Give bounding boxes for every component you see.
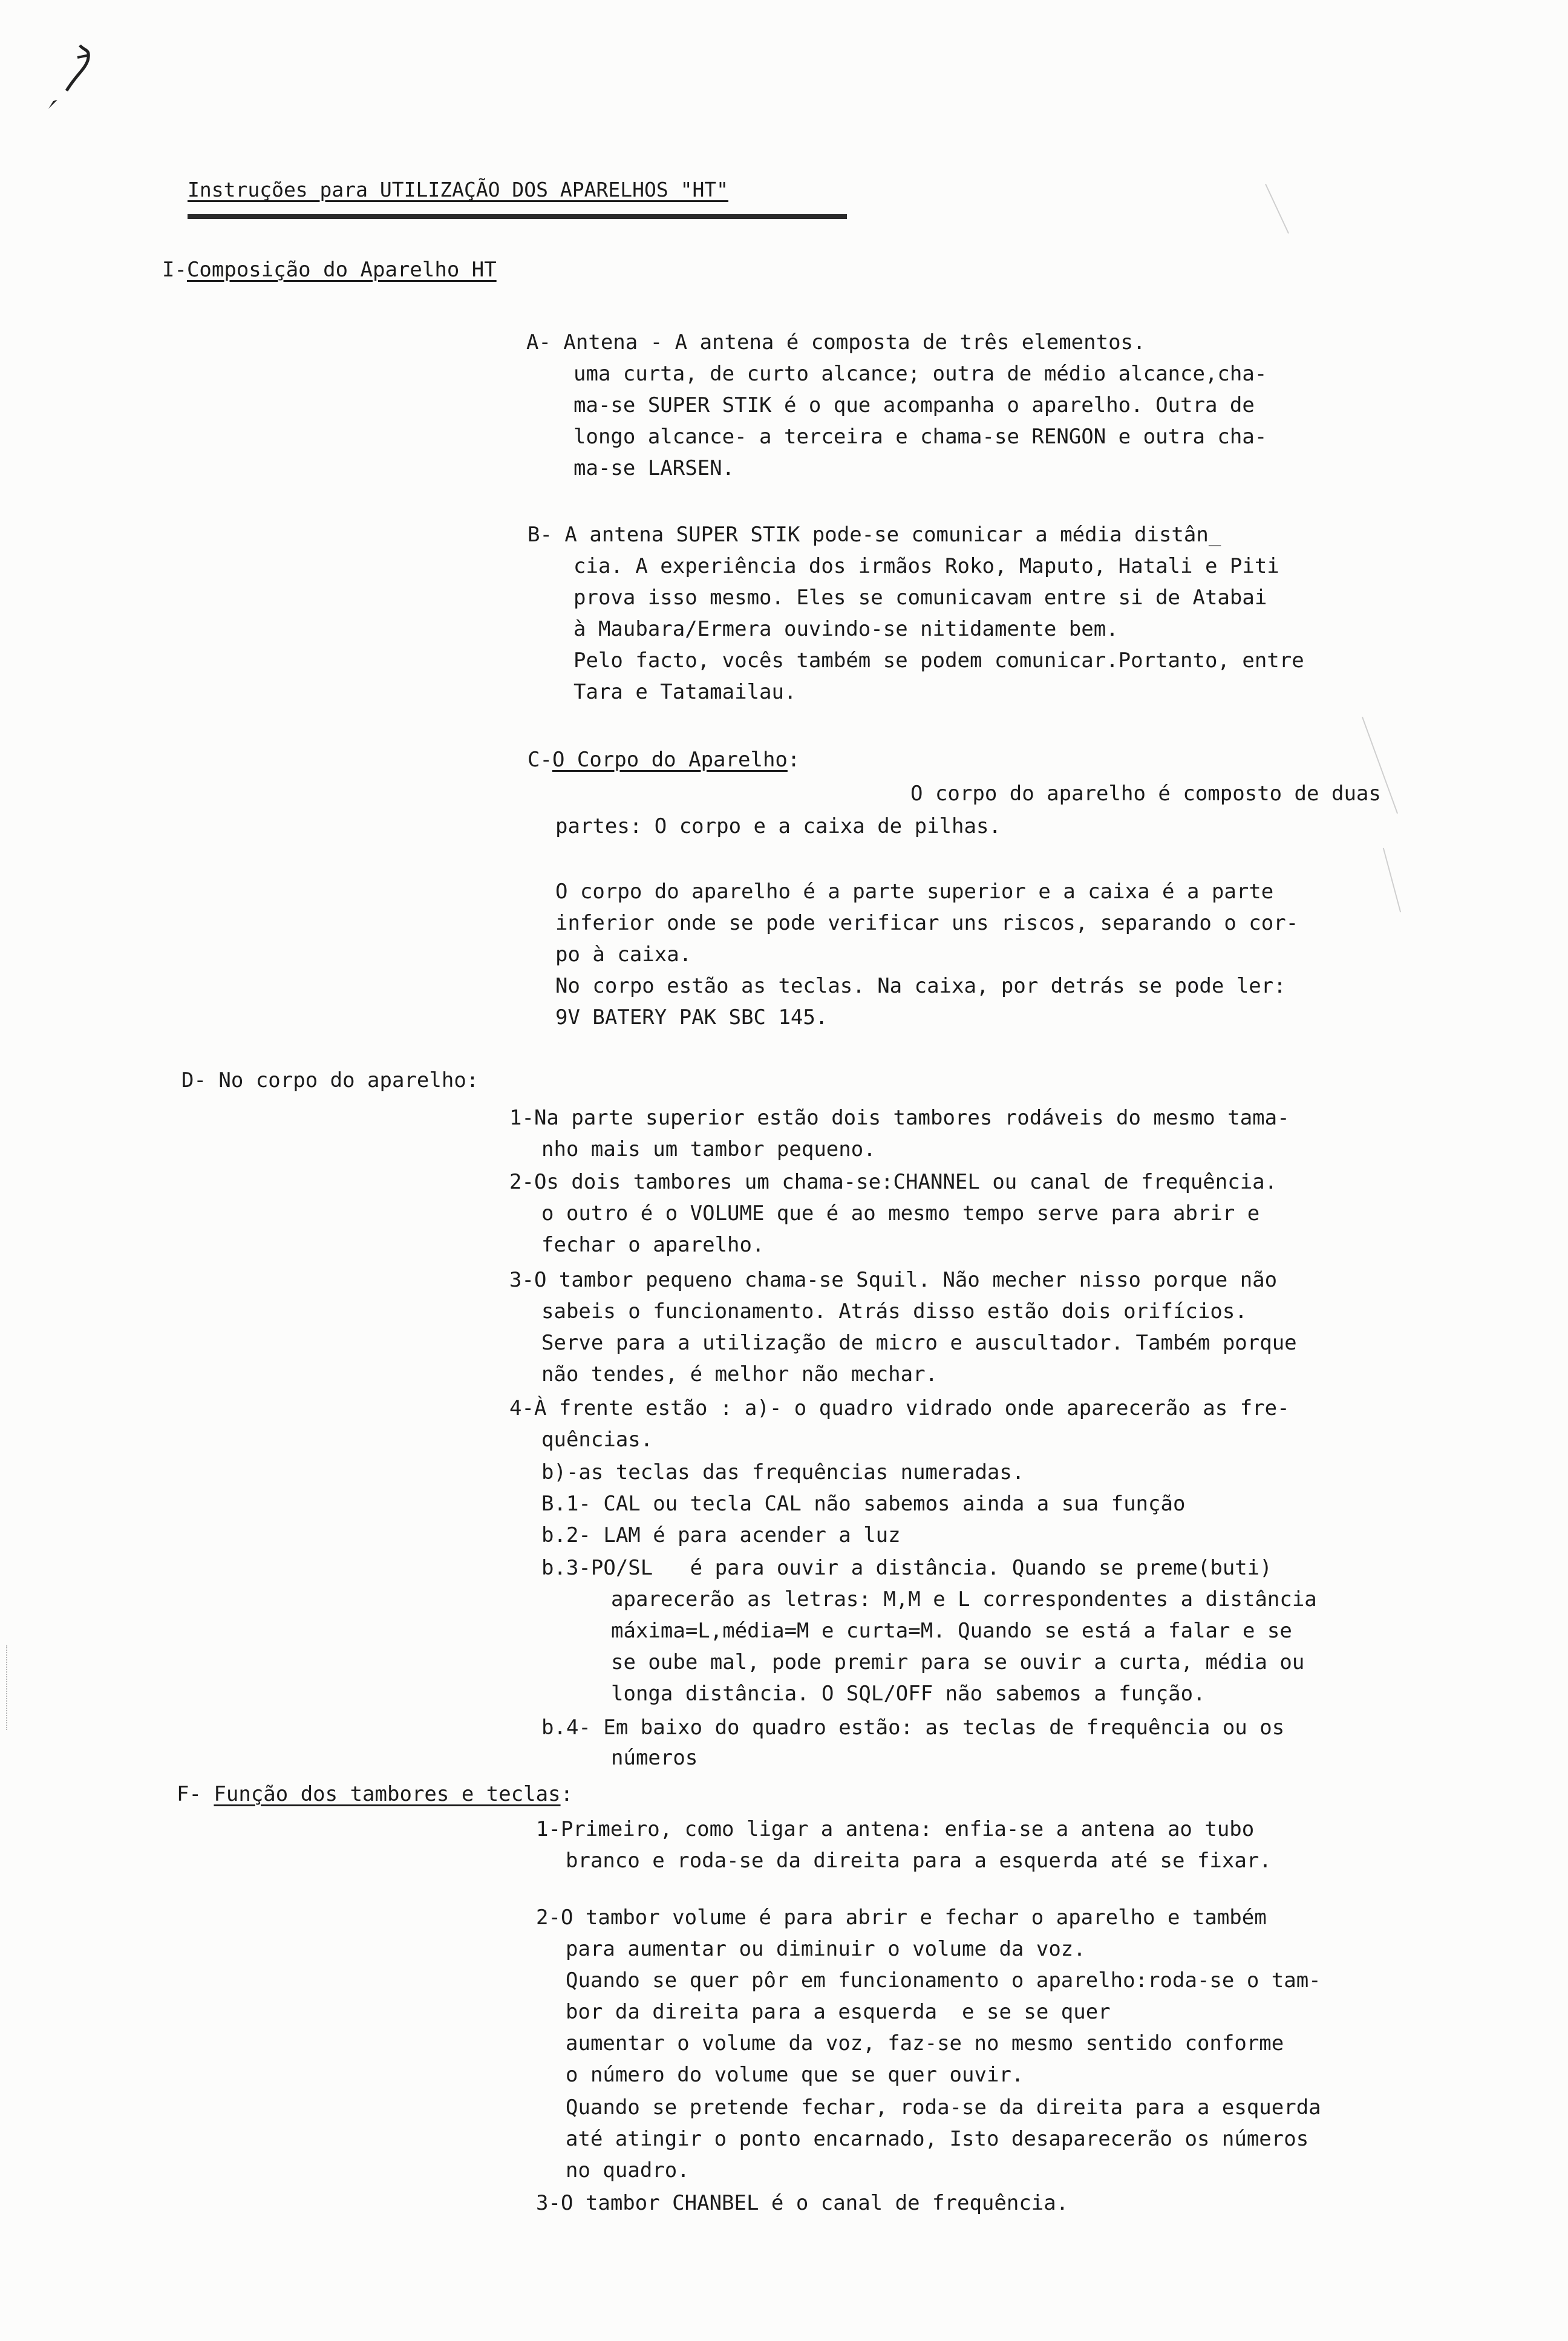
section-F-line: 3-O tambor CHANBEL é o canal de frequência. <box>536 2191 1069 2215</box>
section-F-line: para aumentar ou diminuir o volume da voz. <box>566 1937 1086 1961</box>
section-A-line: ma-se SUPER STIK é o que acompanha o aparelho. Outra de <box>573 393 1255 417</box>
section-F-line: Quando se quer pôr em funcionamento o aparelho:roda-se o tam- <box>566 1968 1321 1993</box>
section-F-line: Quando se pretende fechar, roda-se da direita para a esquerda <box>566 2095 1321 2120</box>
section-C-line: po à caixa. <box>555 942 692 967</box>
section-F-line: bor da direita para a esquerda e se se quer <box>566 2000 1111 2024</box>
section-F-line: no quadro. <box>566 2158 690 2183</box>
section-F-line: 1-Primeiro, como ligar a antena: enfia-se a antena ao tubo <box>536 1817 1255 1841</box>
section-F-line: 2-O tambor volume é para abrir e fechar o aparelho e também <box>536 1905 1267 1930</box>
section-D-line: sabeis o funcionamento. Atrás disso estão dois orifícios. <box>541 1299 1247 1324</box>
section-D-line: nho mais um tambor pequeno. <box>541 1137 876 1161</box>
scan-artifact <box>1265 184 1289 233</box>
section-C-line: 9V BATERY PAK SBC 145. <box>555 1005 828 1030</box>
section-D-line: aparecerão as letras: M,M e L correspondentes a distância <box>611 1587 1317 1611</box>
section-D-line: 3-O tambor pequeno chama-se Squil. Não mecher nisso porque não <box>509 1268 1278 1292</box>
section-A-line: longo alcance- a terceira e chama-se RENGON e outra cha- <box>573 425 1267 449</box>
section-D-line: fechar o aparelho. <box>541 1233 765 1257</box>
section-A-line: uma curta, de curto alcance; outra de médio alcance,cha- <box>573 362 1267 386</box>
section-D-line: b.2- LAM é para acender a luz <box>541 1523 901 1547</box>
section-D-line: longa distância. O SQL/OFF não sabemos a função. <box>611 1682 1206 1706</box>
section-C-heading: C-O Corpo do Aparelho: <box>528 748 800 772</box>
section-I-heading: I-Composição do Aparelho HT <box>162 258 497 282</box>
pen-mark <box>42 33 109 112</box>
section-A-line: ma-se LARSEN. <box>573 456 735 480</box>
section-B-line: Pelo facto, vocês também se podem comunicar.Portanto, entre <box>573 648 1304 673</box>
section-C-line: partes: O corpo e a caixa de pilhas. <box>555 814 1001 838</box>
section-D-line: o outro é o VOLUME que é ao mesmo tempo serve para abrir e <box>541 1201 1260 1226</box>
title-rule <box>188 214 847 219</box>
section-F-line: até atingir o ponto encarnado, Isto desaparecerão os números <box>566 2127 1309 2151</box>
section-C-line: No corpo estão as teclas. Na caixa, por detrás se pode ler: <box>555 974 1286 998</box>
section-D-line: se oube mal, pode premir para se ouvir a curta, média ou <box>611 1650 1305 1674</box>
section-B-line: B- A antena SUPER STIK pode-se comunicar a média distân_ <box>528 523 1221 547</box>
section-D-line: b.3-PO/SL é para ouvir a distância. Quando se preme(buti) <box>541 1556 1272 1580</box>
section-B-line: à Maubara/Ermera ouvindo-se nitidamente bem. <box>573 617 1119 641</box>
section-D-line: máxima=L,média=M e curta=M. Quando se está a falar e se <box>611 1619 1292 1643</box>
document-title: Instruções para UTILIZAÇÃO DOS APARELHOS "HT" <box>188 178 729 201</box>
section-D-line: b)-as teclas das frequências numeradas. <box>541 1460 1025 1484</box>
scan-edge-dots <box>6 1645 11 1730</box>
scan-artifact <box>1383 848 1401 913</box>
section-F-heading: F- Função dos tambores e teclas: <box>177 1782 573 1806</box>
section-D-line: números <box>611 1746 698 1770</box>
section-B-line: prova isso mesmo. Eles se comunicavam entre si de Atabai <box>573 586 1267 610</box>
section-C-line: O corpo do aparelho é composto de duas <box>910 782 1381 806</box>
section-B-line: cia. A experiência dos irmãos Roko, Maputo, Hatali e Piti <box>573 554 1279 578</box>
section-D-line: 1-Na parte superior estão dois tambores rodáveis do mesmo tama- <box>509 1106 1290 1130</box>
section-F-line: aumentar o volume da voz, faz-se no mesmo sentido conforme <box>566 2031 1284 2055</box>
section-B-line: Tara e Tatamailau. <box>573 680 797 704</box>
section-F-line: branco e roda-se da direita para a esquerda até se fixar. <box>566 1849 1272 1873</box>
section-C-line: O corpo do aparelho é a parte superior e a caixa é a parte <box>555 880 1274 904</box>
section-D-line: B.1- CAL ou tecla CAL não sabemos ainda a sua função <box>541 1492 1186 1516</box>
section-D-line: quências. <box>541 1428 653 1452</box>
section-D-line: Serve para a utilização de micro e auscultador. Também porque <box>541 1331 1297 1355</box>
section-D-line: b.4- Em baixo do quadro estão: as teclas de frequência ou os <box>541 1716 1285 1740</box>
section-C-line: inferior onde se pode verificar uns riscos, separando o cor- <box>555 911 1299 935</box>
section-D-heading: D- No corpo do aparelho: <box>181 1068 479 1092</box>
section-D-line: 2-Os dois tambores um chama-se:CHANNEL ou canal de frequência. <box>509 1170 1278 1194</box>
section-F-line: o número do volume que se quer ouvir. <box>566 2063 1024 2087</box>
section-D-line: 4-À frente estão : a)- o quadro vidrado onde aparecerão as fre- <box>509 1396 1290 1420</box>
section-A-line: A- Antena - A antena é composta de três elementos. <box>526 330 1146 354</box>
section-D-line: não tendes, é melhor não mechar. <box>541 1362 938 1386</box>
